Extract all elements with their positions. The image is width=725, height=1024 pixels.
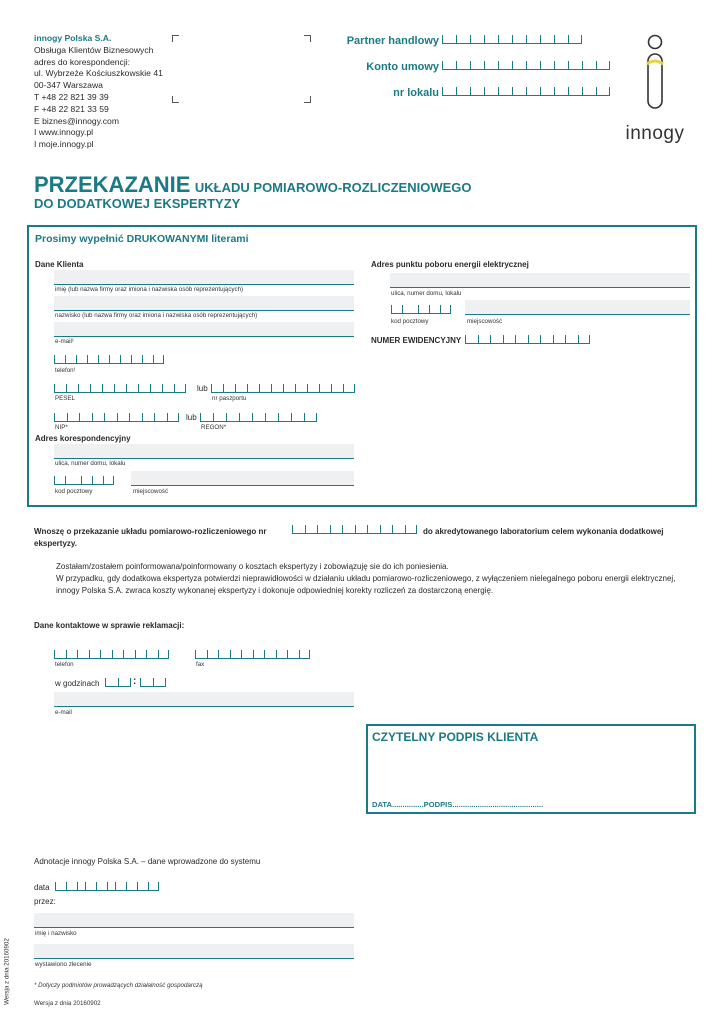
regon-input[interactable]	[200, 413, 317, 422]
imie-label: imię (lub nazwa firmy oraz imiona i nazwiska osób reprezentujących)	[55, 286, 244, 293]
company-line: 00-347 Warszawa	[34, 80, 103, 91]
window-corner-br	[304, 96, 311, 103]
contact-telefon-input[interactable]	[54, 650, 169, 659]
kor-kod-input[interactable]	[54, 476, 114, 485]
imie-input[interactable]	[54, 270, 354, 285]
company-line: adres do korespondencji:	[34, 56, 131, 67]
ppe-heading: Adres punktu poboru energii elektrycznej	[371, 260, 529, 269]
annot-wystawiono-input[interactable]	[34, 944, 354, 959]
contact-fax-input[interactable]	[195, 650, 310, 659]
paszport-input[interactable]	[211, 384, 355, 393]
annot-przez-label: przez:	[34, 897, 56, 906]
annot-heading: Adnotacje innogy Polska S.A. – dane wprowadzone do systemu	[34, 857, 261, 866]
telefon-label: telefon¹	[55, 367, 76, 374]
godziny-to-input[interactable]	[140, 678, 166, 687]
numer-ew-input[interactable]	[465, 335, 590, 344]
lokal-label: nr lokalu	[393, 87, 439, 99]
ppe-miejscowosc-input[interactable]	[465, 300, 690, 315]
title-big: PRZEKAZANIE	[34, 172, 191, 197]
contact-telefon-label: telefon	[55, 661, 74, 668]
company-name: innogy Polska S.A.	[34, 33, 112, 43]
annot-wystawiono-label: wystawiono zlecenie	[35, 961, 92, 968]
godziny-from-input[interactable]	[105, 678, 131, 687]
company-line: I www.innogy.pl	[34, 127, 94, 138]
window-corner-tl	[172, 35, 179, 42]
kor-miejscowosc-input[interactable]	[131, 471, 354, 486]
pesel-lub: lub	[197, 384, 208, 393]
pesel-input[interactable]	[54, 384, 186, 393]
nazwisko-input[interactable]	[54, 296, 354, 311]
side-version: Wersja z dnia 20160902	[3, 938, 11, 1005]
partner-input[interactable]	[442, 35, 582, 44]
instruction: Prosimy wypełnić DRUKOWANYMI literami	[35, 233, 249, 245]
title-line2: DO DODATKOWEJ EKSPERTYZY	[34, 196, 241, 211]
request-part3: ekspertyzy.	[34, 539, 77, 548]
innogy-logo	[618, 34, 692, 144]
ppe-kod-label: kod pocztowy	[391, 318, 429, 325]
form-box	[27, 225, 697, 507]
company-info	[34, 33, 174, 151]
signature-podpis-dots: ...........................................	[452, 800, 544, 809]
regon-label: REGON*	[201, 424, 227, 431]
dane-klienta-heading: Dane Klienta	[35, 260, 84, 269]
nip-input[interactable]	[54, 413, 179, 422]
adres-kor-heading: Adres korespondencyjny	[35, 434, 131, 443]
company-line: Obsługa Klientów Biznesowych	[34, 44, 154, 55]
godziny-label: w godzinach	[55, 679, 100, 688]
page-title	[34, 172, 472, 198]
nip-label: NIP*	[55, 424, 68, 431]
contact-email-label: e-mail	[55, 709, 72, 716]
annot-imie-label: imię i nazwisko	[35, 930, 77, 937]
company-line: T +48 22 821 39 39	[34, 91, 109, 102]
ppe-ulica-input[interactable]	[390, 273, 690, 288]
nip-lub: lub	[186, 413, 197, 422]
pesel-label: PESEL	[55, 395, 75, 402]
footer-note: * Dotyczy podmiotów prowadzących działalność gospodarczą	[34, 982, 203, 989]
kor-ulica-input[interactable]	[54, 444, 354, 459]
ppe-kod-input[interactable]	[391, 305, 451, 314]
partner-label: Partner handlowy	[346, 35, 439, 47]
kor-kod-label: kod pocztowy	[55, 488, 93, 495]
window-corner-bl	[172, 96, 179, 103]
nazwisko-label: nazwisko (lub nazwa firmy oraz imiona i nazwiska osób reprezentujących)	[55, 312, 258, 319]
ppe-miejscowosc-label: miejscowość	[467, 318, 503, 325]
kor-miejscowosc-label: miejscowość	[133, 488, 169, 495]
uklad-number-input[interactable]	[292, 525, 417, 534]
signature-podpis-label: PODPIS	[423, 800, 453, 809]
footer-version: Wersja z dnia 20160902	[34, 1000, 101, 1007]
request-p1: Zostałam/zostałem poinformowana/poinformowany o kosztach ekspertyzy i zobowiązuję sie do ich poniesienia.	[56, 562, 449, 571]
company-line: E biznes@innogy.com	[34, 115, 119, 126]
request-part1: Wnoszę o przekazanie układu pomiarowo-rozliczeniowego nr	[34, 527, 267, 536]
konto-input[interactable]	[442, 61, 610, 70]
signature-title: CZYTELNY PODPIS KLIENTA	[372, 730, 539, 744]
email-label: e-mail¹	[55, 338, 74, 345]
annot-data-label: data	[34, 883, 50, 892]
godziny-colon: :	[133, 676, 137, 687]
konto-label: Konto umowy	[366, 61, 439, 73]
request-p2: W przypadku, gdy dodatkowa ekspertyza potwierdzi nieprawidłowości w działaniu układu pomiarowo-rozliczeniowego, z wyłączeniem nielegalnego poboru energii elektrycznej, innogy Polska S.A. zwraca koszty wykonanej ekspertyzy i dokonuje odpowiedniej korekty rozliczeń za dostarczoną energię.	[56, 574, 676, 595]
paszport-label: nr paszportu	[212, 395, 247, 402]
kor-ulica-label: ulica, numer domu, lokalu	[55, 460, 126, 467]
title-rest: UKŁADU POMIAROWO-ROZLICZENIOWEGO	[194, 180, 472, 195]
email-input[interactable]	[54, 322, 354, 337]
signature-data-label: DATA	[372, 800, 392, 809]
logo-wordmark: innogy	[625, 123, 685, 144]
signature-line	[372, 800, 543, 809]
company-line: F +48 22 821 33 59	[34, 103, 109, 114]
ppe-ulica-label: ulica, numer domu, lokalu	[391, 290, 462, 297]
annot-date-input[interactable]	[55, 882, 159, 891]
contact-heading: Dane kontaktowe w sprawie reklamacji:	[34, 621, 185, 630]
contact-fax-label: fax	[196, 661, 205, 668]
window-corner-tr	[304, 35, 311, 42]
signature-data-dots: ...............	[391, 800, 424, 809]
innogy-logo-icon	[618, 34, 692, 118]
annot-imie-input[interactable]	[34, 913, 354, 928]
company-line: I moje.innogy.pl	[34, 139, 94, 150]
telefon-input[interactable]	[54, 355, 164, 364]
numer-ew-label: NUMER EWIDENCYJNY	[371, 336, 462, 345]
company-line: ul. Wybrzeże Kościuszkowskie 41	[34, 68, 163, 79]
lokal-input[interactable]	[442, 87, 610, 96]
request-part2: do akredytowanego laboratorium celem wykonania dodatkowej	[423, 527, 664, 536]
contact-email-input[interactable]	[54, 692, 354, 707]
